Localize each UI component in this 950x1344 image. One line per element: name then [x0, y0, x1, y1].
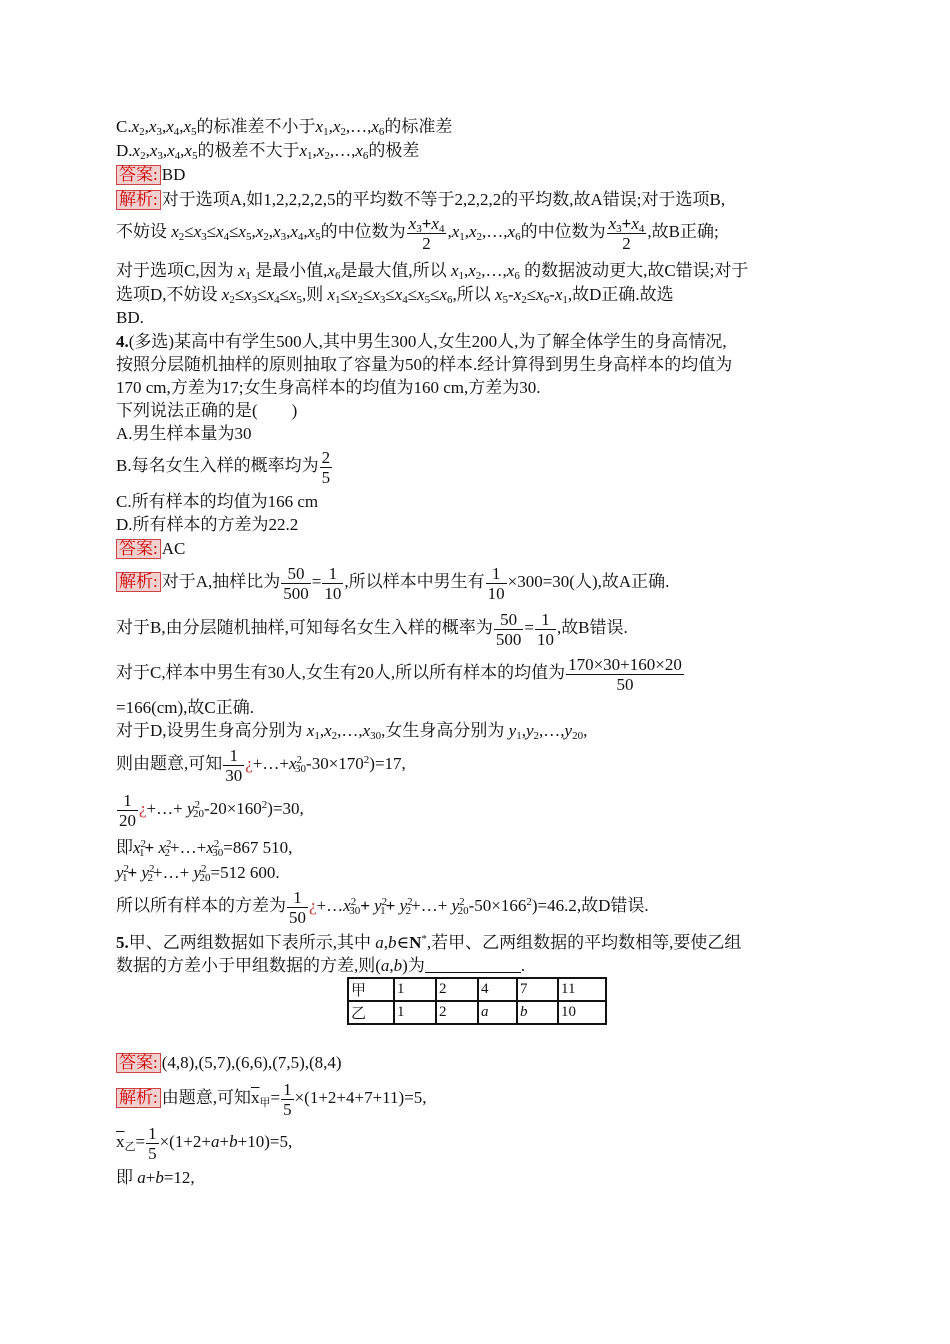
q4-stem-2: 按照分层随机抽样的原则抽取了容量为50的样本.经计算得到男生身高样本的均值为: [116, 355, 733, 374]
q4-stem-3: 170 cm,方差为17;女生身高样本的均值为160 cm,方差为30.: [116, 378, 541, 397]
fraction: $\frac{1}{10}$: [536, 609, 554, 649]
analysis-tag: 解析:: [116, 190, 161, 210]
fraction: $\frac{1}{5}$: [148, 1123, 157, 1163]
q5-analysis-2: $\overline{x}_乙=$ $\frac{1}{5}$ ×(1+2+a+b+10)=5,: [116, 1123, 293, 1163]
fraction: $\frac{1}{50}$: [289, 887, 306, 927]
fraction: $\frac{50}{500}$: [283, 563, 309, 603]
q4-analysis-a: 解析: 对于A,抽样比为 $\frac{50}{500}$ = $\frac{1}{10}$ ,所以样本中男生有 $\frac{1}{10}$ ×300=30(人),故A正确.: [116, 560, 669, 604]
q5-analysis-1: 解析: 由题意,可知$\overline{x}_甲=$ $\frac{1}{5}$ ×(1+2+4+7+11)=5,: [116, 1076, 427, 1120]
q4-analysis-d-eq1: 则由题意,可知 $\frac{1}{30}$ ¿$+\dots+x^2_{30}-30\times 170^2)=17$,: [116, 745, 406, 785]
q4-option-c: C.所有样本的均值为166 cm: [116, 492, 319, 511]
q5-analysis-3: 即 a+b=12,: [116, 1168, 195, 1187]
fraction: $\frac{1}{20}$: [119, 790, 136, 830]
q4-stem-4: 下列说法正确的是( ): [116, 401, 298, 420]
fraction: $\frac{2}{5}$: [321, 447, 331, 487]
q5-stem-1: 5.甲、乙两组数据如下表所示,其中 a,b∈N*,若甲、乙两组数据的平均数相等,要使乙组: [116, 933, 742, 952]
q4-analysis-d-conclusion: 所以所有样本的方差为 $\frac{1}{50}$ ¿$+\dots x^2_{30}+ y^2_1+$ $y^2_2+\dots+ y^2_{20}-50\times 166^2)=46.2$,故D错误.: [116, 887, 649, 927]
q3-option-c: $C.x_2,x_3,x_4,x_5$的标准差不小于$x_1,x_2,\dots,x_6$的标准差: [116, 117, 453, 138]
q4-analysis-c-result: =166(cm),故C正确.: [116, 698, 255, 717]
q4-option-a: A.男生样本量为30: [116, 424, 252, 443]
fraction: $\frac{1}{10}$: [324, 563, 342, 603]
answer-tag: 答案:: [116, 539, 161, 559]
fraction: $\frac{170\times 30+160\times 20}{50}$: [568, 654, 682, 694]
answer-blank: [425, 957, 521, 973]
q3-answer: 答案: BD: [116, 164, 185, 186]
q5-answer: 答案: (4,8),(5,7),(6,6),(7,5),(8,4): [116, 1052, 342, 1074]
fraction: $\frac{1}{30}$: [225, 745, 243, 785]
table-row: 乙 1 2 a b 10: [348, 1001, 606, 1024]
fraction: $\frac{50}{500}$: [495, 609, 522, 649]
q4-analysis-b: 对于B,由分层随机抽样,可知每名女生入样的概率为 $\frac{50}{500}$ = $\frac{1}{10}$ ,故B错误.: [116, 609, 628, 649]
fraction: $\frac{1}{5}$: [283, 1079, 292, 1119]
answer-tag: 答案:: [116, 1053, 161, 1073]
q3-analysis-line-1: 解析: 对于选项A,如1,2,2,2,2,5的平均数不等于2,2,2,2的平均数,故A错误;对于选项B,: [116, 189, 725, 211]
q3-option-d: $D.x_2,x_3,x_4,x_5$的极差不大于$x_1,x_2,\dots,x_6$的极差: [116, 141, 420, 162]
fraction: $\frac{x_3+x_4}{2}$: [408, 213, 445, 253]
q4-analysis-d-eq4: $y^2_1+$ $y^2_2+\dots+ y^2_{20}=512$ 600.: [116, 863, 280, 884]
data-table: [347, 977, 607, 1025]
q4-option-d: D.所有样本的方差为22.2: [116, 515, 299, 534]
fraction: $\frac{1}{10}$: [487, 563, 505, 603]
q4-analysis-d: 对于D,设男生身高分别为 $x_1,x_2,\dots,x_{30}$,女生身高分别为 $y_1,y_2,\dots,y_{20}$,: [116, 721, 588, 742]
q5-stem-2: 数据的方差小于甲组数据的方差,则(a,b)为 .: [116, 956, 526, 975]
analysis-tag: 解析:: [116, 1088, 161, 1108]
q4-analysis-d-eq3: 即$x^2_1+$ $x^2_2+\dots+x^2_{30}=867$ 510,: [116, 838, 293, 859]
q3-analysis-line-5: BD.: [116, 308, 144, 327]
q4-stem-1: 4.(多选)某高中有学生500人,其中男生300人,女生200人,为了解全体学生的身高情况,: [116, 332, 727, 351]
table-row: 甲 1 2 4 7 11: [348, 978, 606, 1001]
q4-analysis-c: 对于C,样本中男生有30人,女生有20人,所以所有样本的均值为 $\frac{170\times 30+160\times 20}{50}$: [116, 654, 682, 694]
analysis-tag: 解析:: [116, 572, 161, 592]
fraction: $\frac{x_3+x_4}{2}$: [608, 213, 645, 253]
q4-answer: 答案: AC: [116, 538, 185, 560]
q4-option-b: B.每名女生入样的概率均为 $\frac{2}{5}$: [116, 447, 331, 487]
q3-analysis-line-3: 对于选项C,因为 $x_1$ 是最小值$,x_6$是最大值,所以 $x_1,x_2,\dots,x_6$ 的数据波动更大,故C错误;对于: [116, 261, 749, 282]
answer-tag: 答案:: [116, 165, 161, 185]
q3-analysis-line-4: 选项D,不妨设 $x_2\le x_3\le x_4\le x_5$,则 $x_1\le x_2\le x_3\le x_4\le x_5\le x_6$,所以 $x_5-x_2\le x_6-x_1$,故D正确.故选: [116, 285, 674, 306]
q3-analysis-line-2: 不妨设 $x_2\le x_3\le x_4\le x_5,x_2,x_3,x_4,x_5$的中位数为 $\frac{x_3+x_4}{2}$ $,x_1,x_2,\dots,x_6$的中位数为 $\frac{x_3+x_4}{2}$ ,故B正确;: [116, 213, 719, 253]
q4-analysis-d-eq2: $\frac{1}{20}$ ¿+…+ $y^2_{20}-20\times 160^2)=30$,: [119, 790, 304, 830]
